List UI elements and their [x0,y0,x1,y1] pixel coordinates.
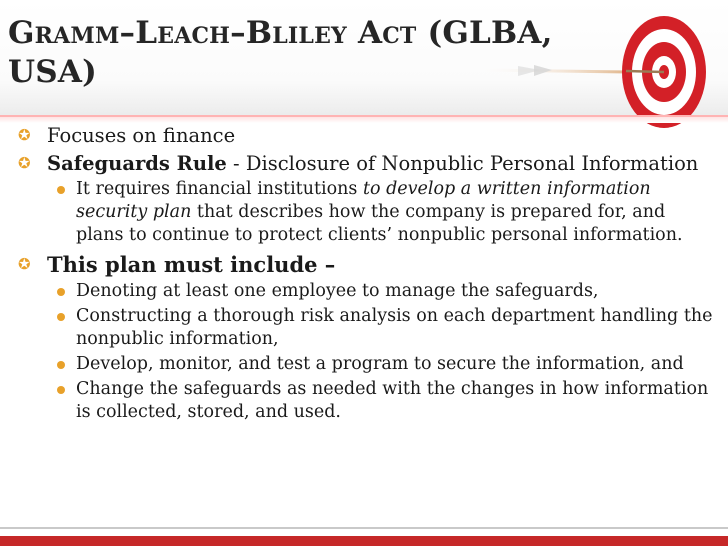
bullet-marker-icon: ✪ [18,255,31,273]
subbullet-text-pre: It requires financial institutions [76,179,363,199]
subbullet-dot-icon [57,186,65,194]
subbullet-text-post: that describes how the company is prepared for, and plans to continue to protect clients’ nonpublic personal information. [76,202,683,245]
footer-divider [0,527,728,529]
list-item-text: Change the safeguards as needed with the changes in how information is collected, stored, and used. [76,379,709,422]
bullet-bold-text: Safeguards Rule [47,152,227,175]
list-item-text: Denoting at least one employee to manage the safeguards, [76,281,599,301]
subbullet-dot-icon [57,386,65,394]
subbullet-security-plan [16,178,716,247]
list-item [16,378,716,424]
list-item [16,305,716,351]
subbullet-text-italic: to develop a written information security plan [76,179,651,222]
bullet-marker-icon: ✪ [18,154,31,172]
slide-content [16,120,716,424]
bullet-text: Focuses on finance [47,124,236,147]
list-item [16,353,716,376]
bullet-bold-text: This plan must include – [47,252,336,277]
bullet-marker-icon: ✪ [18,126,31,144]
bullet-plan-include [16,251,716,278]
subbullet-dot-icon [57,313,65,321]
list-item-text: Develop, monitor, and test a program to secure the information, and [76,354,684,374]
footer-bar [0,536,728,546]
subbullet-dot-icon [57,361,65,369]
bullet-safeguards-rule [16,151,716,176]
list-item-text: Constructing a thorough risk analysis on each department handling the nonpublic information, [76,306,713,349]
bullet-finance [16,123,716,148]
subbullet-dot-icon [57,288,65,296]
slide-title: Gramm–Leach–Bliley Act (GLBA, USA) [8,15,553,90]
list-item [16,280,716,303]
bullet-text: - Disclosure of Nonpublic Personal Information [226,152,699,175]
